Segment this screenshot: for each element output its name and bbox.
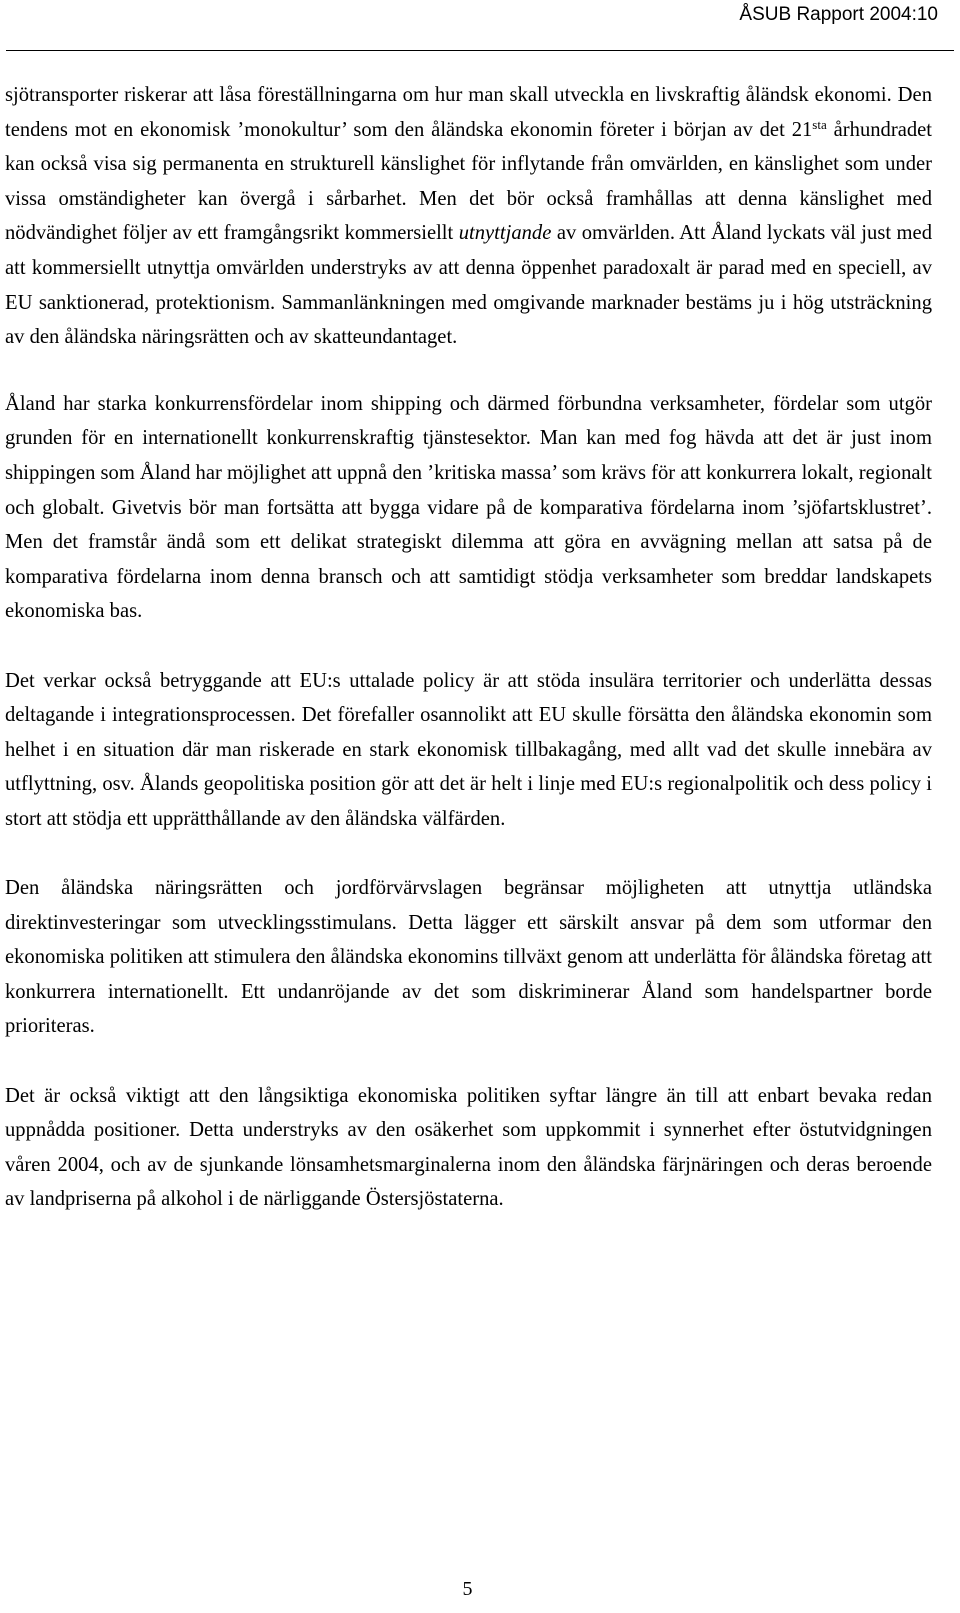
- paragraph-2: Åland har starka konkurrensfördelar inom shipping och därmed förbundna verksamheter, fördelar som utgör grunden för en internationellt konkurrenskraftig tjänstesektor. Man kan med fog hävda att det är just inom shippingen som Åland har möjlighet att uppnå den ’kritiska massa’ som krävs för att konkurrera lokalt, regionalt och globalt. Givetvis bör man fortsätta att bygga vidare på de komparativa fördelarna inom ’sjöfartsklustret’. Men det framstår ändå som ett delikat strategiskt dilemma att göra en avvägning mellan att satsa på de komparativa fördelarna inom denna bransch och att samtidigt stödja verksamheter som breddar landskapets ekonomiska bas.: [5, 392, 932, 623]
- ordinal-superscript: sta: [812, 116, 827, 132]
- paragraph-3: Det verkar också betryggande att EU:s uttalade policy är att stöda insulära territorier och underlätta dessas deltagande i integrationsprocessen. Det förefaller osannolikt att EU skulle försätta den åländska ekonomin som helhet i en situation där man riskerade en stark ekonomisk tillbakagång, med allt vad det skulle innebära av utflyttning, osv. Ålands geopolitiska position gör att det är helt i linje med EU:s regionalpolitik och dess policy i stort att stödja ett upprätthållande av den åländska välfärden.: [5, 669, 932, 830]
- body-text: [5, 78, 932, 1252]
- paragraph-1-text-a: sjötransporter riskerar att låsa föreställningarna om hur man skall utveckla en livskraftig åländsk ekonomi. Den tendens mot en ekonomisk ’monokultur’ som den åländska ekonomin företer i början av det 21: [5, 84, 932, 141]
- header-divider: [6, 50, 954, 51]
- emphasized-word: utnyttjande: [458, 222, 552, 245]
- paragraph-4: Den åländska näringsrätten och jordförvärvslagen begränsar möjligheten att utnyttja utländska direktinvesteringar som utvecklingsstimulans. Detta lägger ett särskilt ansvar på dem som utformar den ekonomiska politiken att stimulera den åländska ekonomins tillväxt genom att underlätta för åländska företag att konkurrera internationellt. Ett undanröjande av det som diskriminerar Åland som handelspartner borde prioriteras.: [5, 877, 932, 1038]
- paragraph-1-text-b: århundradet kan också visa sig permanenta en strukturell känslighet för inflytande från omvärlden, en känslighet som under vissa omständigheter kan övergå i sårbarhet. Men det bör också framhållas att denna känslighet med nödvändighet följer av ett framgångsrikt kommersiellt: [5, 118, 932, 245]
- page-number: 5: [462, 1578, 473, 1600]
- paragraph-5: Det är också viktigt att den långsiktiga ekonomiska politiken syftar längre än till att enbart bevaka redan uppnådda positioner. Detta understryks av den osäkerhet som uppkommit i synnerhet efter östutvidgningen våren 2004, och av de sjunkande lönsamhetsmarginalerna inom den åländska färjnäringen och deras beroende av landpriserna på alkohol i de närliggande Östersjöstaterna.: [5, 1084, 932, 1211]
- paragraph-1: [5, 78, 932, 355]
- page-header: [0, 0, 960, 52]
- report-title: ÅSUB Rapport 2004:10: [739, 4, 938, 25]
- paragraph-1-text-c: av omvärlden. Att Åland lyckats väl just med att kommersiellt utnyttja omvärlden understryks av att denna öppenhet paradoxalt är parad med en speciell, av EU sanktionerad, protektionism. Sammanlänkningen med omgivande marknader bestäms ju i hög utsträckning av den åländska näringsrätten och av skatteundantaget.: [5, 222, 932, 349]
